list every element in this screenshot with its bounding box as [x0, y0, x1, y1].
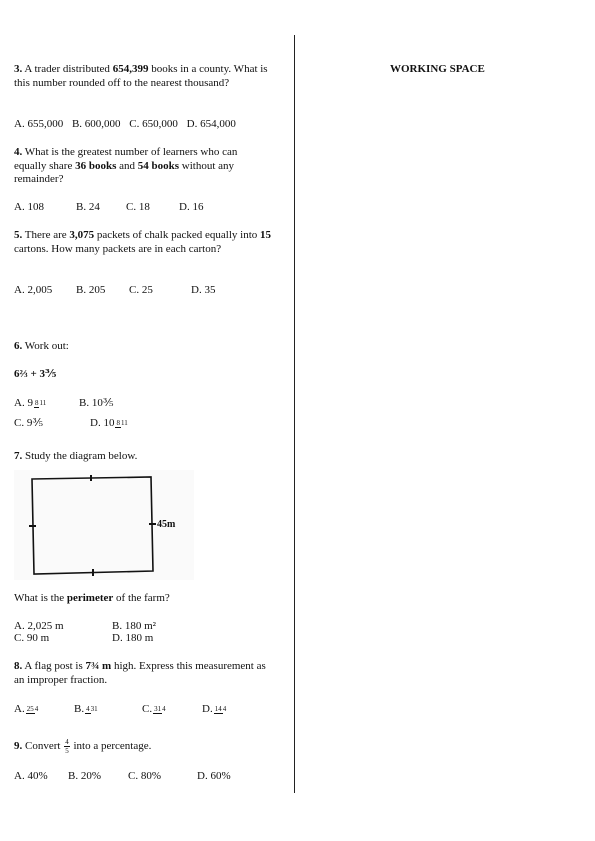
q3-text: A trader distributed	[22, 63, 113, 75]
q7-text: Study the diagram below.	[22, 450, 138, 462]
q5-number: 5.	[14, 229, 23, 241]
q9-option-d[interactable]: D. 60%	[197, 770, 231, 782]
q8-option-c-label: C.	[142, 703, 153, 715]
q6-option-d[interactable]	[90, 417, 129, 429]
q9-fraction	[64, 738, 70, 755]
question-5	[14, 229, 272, 256]
q3-number: 3.	[14, 63, 23, 75]
question-6	[14, 340, 272, 354]
q9-text: Convert	[22, 740, 64, 753]
q3-text-2: books in a county. What is this number rounded off to the nearest thousand?	[14, 63, 268, 89]
q8-option-a-fraction	[26, 705, 39, 714]
fraction-numerator: 31	[154, 704, 162, 713]
q9-option-b[interactable]: B. 20%	[68, 770, 101, 782]
q9-number: 9.	[14, 740, 23, 753]
q4-option-a[interactable]: A. 108	[14, 201, 44, 213]
q8-option-a-label: A.	[14, 703, 25, 715]
q6-option-b[interactable]: B. 10⅗	[79, 397, 114, 409]
fraction-denominator: 11	[39, 398, 47, 407]
fraction-denominator: 4	[222, 704, 227, 713]
q4-option-d[interactable]: D. 16	[179, 201, 204, 213]
q8-option-d-label: D.	[202, 703, 213, 715]
q5-option-c[interactable]: C. 25	[129, 284, 153, 296]
q7-options-row-2	[14, 632, 153, 644]
q8-text: A flag post is	[22, 660, 86, 672]
side-length-label: 45m	[157, 519, 176, 530]
fraction-denominator: 31	[90, 704, 98, 713]
q5-option-d[interactable]: D. 35	[191, 284, 216, 296]
q3-bold-number: 654,399	[112, 63, 149, 75]
q8-option-b[interactable]	[74, 703, 142, 715]
q4-option-c[interactable]: C. 18	[126, 201, 150, 213]
q8-option-b-label: B.	[74, 703, 85, 715]
q5-option-b[interactable]: B. 205	[76, 284, 106, 296]
q3-option-b[interactable]: B. 600,000	[71, 118, 121, 130]
q8-options	[14, 703, 227, 715]
question-3	[14, 63, 272, 90]
question-9	[14, 738, 272, 755]
q6-option-a-whole: A. 9	[14, 397, 33, 409]
q5-bold-1: 3,075	[69, 229, 95, 241]
q6-text: Work out:	[22, 340, 69, 352]
q7-text-2: What is the	[14, 592, 67, 604]
q8-option-d[interactable]	[202, 703, 227, 715]
q7-bold: perimeter	[66, 592, 114, 604]
q5-text-2: packets of chalk packed equally into	[94, 229, 260, 241]
q4-option-b[interactable]: B. 24	[76, 201, 100, 213]
q8-bold: 7¾ m	[85, 660, 112, 672]
q5-text: There are	[22, 229, 70, 241]
column-divider	[294, 35, 295, 793]
q7-question	[14, 592, 272, 606]
q4-bold-1: 36 books	[75, 159, 117, 172]
q6-expression: 6⅔ + 3⅗	[14, 368, 57, 380]
q4-number: 4.	[14, 146, 23, 158]
q7-option-d[interactable]: D. 180 m	[112, 632, 154, 644]
q7-number: 7.	[14, 450, 23, 462]
q7-option-a[interactable]: A. 2,025 m	[14, 620, 64, 632]
question-7	[14, 450, 272, 464]
q6-option-d-fraction	[115, 419, 127, 428]
farm-diagram	[14, 470, 194, 580]
q6-options-row-2	[14, 416, 129, 429]
q6-options-row-1	[14, 396, 114, 409]
fraction-numerator: 14	[214, 704, 222, 713]
fraction-denominator: 4	[34, 704, 39, 713]
working-space-heading: WORKING SPACE	[390, 63, 485, 75]
fraction-numerator: 4	[65, 738, 69, 746]
q6-number: 6.	[14, 340, 23, 352]
q6-option-d-whole: D. 10	[90, 417, 115, 429]
q3-options	[14, 118, 236, 130]
fraction-numerator: 8	[34, 398, 39, 407]
q7-option-b[interactable]: B. 180 m²	[112, 620, 156, 632]
q3-option-d[interactable]: D. 654,000	[186, 118, 236, 130]
q8-text-2: high. Express this measurement as an improper fraction.	[14, 660, 266, 686]
q8-option-b-fraction	[85, 705, 98, 714]
fraction-denominator: 4	[162, 704, 166, 713]
q4-bold-2: 54 books	[137, 159, 180, 172]
fraction-numerator: 4	[86, 704, 90, 713]
q8-option-d-fraction	[214, 705, 227, 714]
q7-options-row-1	[14, 620, 156, 632]
q7-text-3: of the farm?	[113, 592, 170, 604]
q8-option-c-fraction	[153, 705, 166, 714]
q3-option-a[interactable]: A. 655,000	[14, 118, 64, 130]
q7-option-c[interactable]: C. 90 m	[14, 632, 50, 644]
q9-text-2: into a percentage.	[70, 740, 152, 753]
question-4	[14, 146, 272, 187]
q4-text: What is the greatest number of learners who can equally share	[14, 146, 238, 172]
q4-options	[14, 201, 203, 213]
q9-option-c[interactable]: C. 80%	[128, 770, 161, 782]
q3-option-c[interactable]: C. 650,000	[129, 118, 178, 130]
q4-text-3: without any remainder?	[14, 159, 235, 185]
q9-option-a[interactable]: A. 40%	[14, 770, 48, 782]
q5-options	[14, 284, 215, 296]
question-8	[14, 660, 272, 687]
q8-option-c[interactable]	[142, 703, 202, 715]
q6-option-a[interactable]	[14, 397, 79, 409]
q9-options	[14, 770, 231, 782]
fraction-numerator: 8	[116, 418, 120, 427]
fraction-numerator: 25	[26, 704, 34, 713]
q4-text-2: and	[116, 159, 138, 172]
fraction-denominator: 11	[120, 418, 128, 427]
fraction-denominator: 5	[65, 747, 69, 755]
q8-number: 8.	[14, 660, 23, 672]
q5-text-3: cartons. How many packets are in each carton?	[14, 242, 222, 255]
q6-option-a-fraction	[34, 399, 46, 408]
q5-bold-2: 15	[260, 229, 271, 241]
q6-option-c[interactable]: C. 9⅗	[14, 417, 43, 429]
q8-option-a[interactable]	[14, 703, 74, 715]
q5-option-a[interactable]: A. 2,005	[14, 284, 53, 296]
